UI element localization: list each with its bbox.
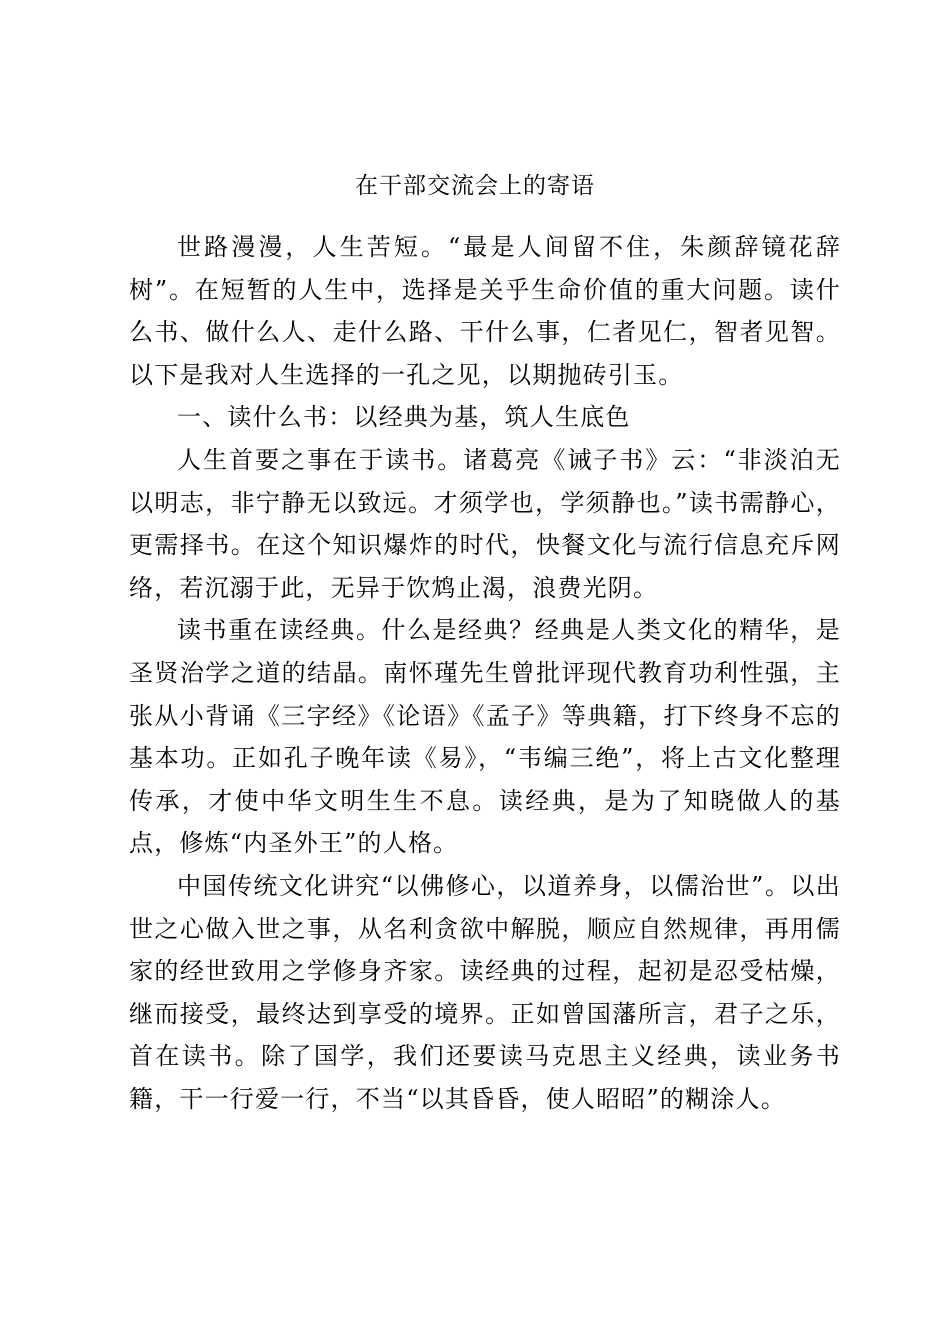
section-heading-1: 一、读什么书：以经典为基，筑人生底色 — [177, 403, 631, 432]
paragraph-intro: 世路漫漫，人生苦短。“最是人间留不住，朱颜辞镜花辞树”。在短暂的人生中，选择是关乎生命价值的重大问题。读什么书、做什么人、走什么路、干什么事，仁者见仁，智者见智。以下是我对人生选择的一孔之见，以期抛砖引玉。 — [129, 233, 841, 389]
paragraph-reading-importance: 人生首要之事在于读书。诸葛亮《诫子书》云：“非淡泊无以明志，非宁静无以致远。才须学也，学须静也。”读书需静心，更需择书。在这个知识爆炸的时代，快餐文化与流行信息充斥网络，若沉溺于此，无异于饮鸩止渴，浪费光阴。 — [129, 445, 841, 602]
paragraph-traditional-culture: 中国传统文化讲究“以佛修心，以道养身，以儒治世”。以出世之心做入世之事，从名利贪欲中解脱，顺应自然规律，再用儒家的经世致用之学修身齐家。读经典的过程，起初是忍受枯燥，继而接受，最终达到享受的境界。正如曾国藩所言，君子之乐，首在读书。除了国学，我们还要读马克思主义经典，读业务书籍，干一行爱一行，不当“以其昏昏，使人昭昭”的糊涂人。 — [129, 871, 841, 1113]
document-body — [129, 226, 841, 1120]
paragraph-classics: 读书重在读经典。什么是经典？经典是人类文化的精华，是圣贤治学之道的结晶。南怀瑾先生曾批评现代教育功利性强，主张从小背诵《三字经》《论语》《孟子》等典籍，打下终身不忘的基本功。正如孔子晚年读《易》，“韦编三绝”，将上古文化整理传承，才使中华文明生生不息。读经典，是为了知晓做人的基点，修炼“内圣外王”的人格。 — [129, 616, 841, 858]
document-title: 在干部交流会上的寄语 — [355, 173, 595, 199]
